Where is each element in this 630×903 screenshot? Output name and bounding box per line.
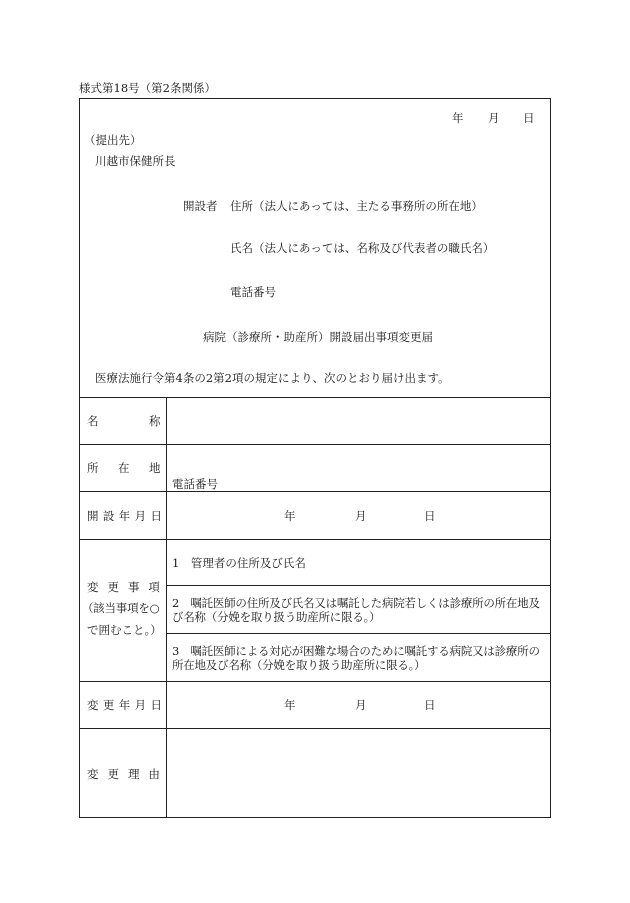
document-title: 病院（診療所・助産所）開設届出事項変更届 — [203, 330, 433, 344]
row-label-name-b: 称 — [149, 414, 161, 428]
opened-date-year: 年 — [284, 509, 296, 523]
row-divider — [79, 681, 551, 682]
row-label-opened-date: 開設年月日 — [87, 509, 167, 523]
row-label-location-b: 在 — [118, 461, 130, 475]
change-items-note-1: （該当事項を○ — [82, 601, 160, 615]
row-divider — [79, 728, 551, 729]
change-date-day: 日 — [424, 698, 436, 712]
row-divider — [166, 585, 551, 586]
submit-to-label: （提出先） — [84, 133, 142, 147]
row-label-location-c: 地 — [149, 461, 161, 475]
opened-date-month: 月 — [355, 509, 367, 523]
change-item-2: 2 嘱託医師の住所及び氏名又は嘱託した病院若しくは診療所の所在地及び名称（分娩を取り扱う助産所に限る。） — [172, 596, 540, 625]
row-label-change-items: 変更事項 — [87, 580, 169, 594]
date-month: 月 — [488, 111, 500, 125]
row-label-change-date: 変更年月日 — [87, 698, 167, 712]
row-label-location-a: 所 — [87, 461, 99, 475]
submit-to: 川越市保健所長 — [95, 154, 176, 168]
label-column-divider — [166, 397, 167, 818]
table-top-line — [79, 397, 551, 398]
row-divider — [166, 633, 551, 634]
date-year: 年 — [452, 111, 464, 125]
location-phone-label: 電話番号 — [172, 477, 218, 491]
change-date-year: 年 — [284, 698, 296, 712]
row-label-change-reason: 変更理由 — [87, 767, 169, 781]
change-item-3: 3 嘱託医師による対応が困難な場合のために嘱託する病院又は診療所の所在地及び名称（分娩を取り扱う助産所に限る。） — [172, 644, 540, 673]
form-number: 様式第18号（第2条関係） — [79, 81, 216, 95]
applicant-address-label: 住所（法人にあっては、主たる事務所の所在地） — [230, 199, 483, 213]
applicant-role-label: 開設者 — [183, 199, 218, 213]
applicant-phone-label: 電話番号 — [230, 285, 276, 299]
change-items-note-2: で囲むこと。） — [87, 623, 162, 637]
row-divider — [79, 539, 551, 540]
change-date-month: 月 — [355, 698, 367, 712]
row-divider — [79, 444, 551, 445]
row-label-name-a: 名 — [87, 414, 99, 428]
change-item-1: 1 管理者の住所及び氏名 — [172, 556, 306, 570]
row-divider — [79, 491, 551, 492]
statement: 医療法施行令第4条の2第2項の規定により、次のとおり届け出ます。 — [95, 371, 450, 385]
date-day: 日 — [523, 111, 535, 125]
applicant-name-label: 氏名（法人にあっては、名称及び代表者の職氏名） — [230, 241, 495, 255]
opened-date-day: 日 — [424, 509, 436, 523]
